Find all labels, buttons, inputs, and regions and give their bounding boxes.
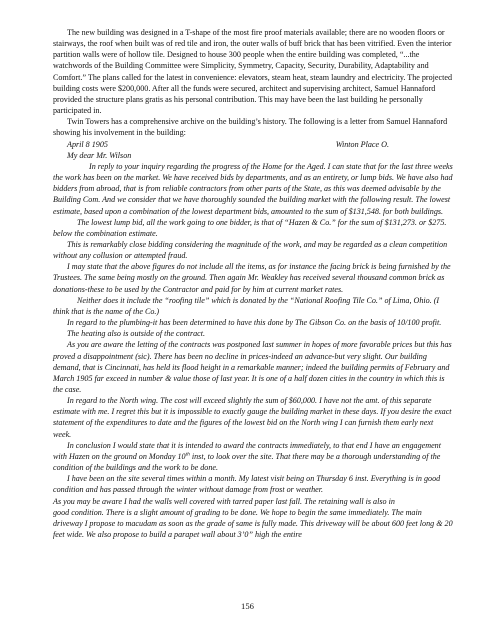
letter-paragraph: In reply to your inquiry regarding the progress of the Home for the Aged. I can state that for the last three weeks the work has been on the market. We have received bids by departments, and as an entirety, or lump bids. We have also had bidders from abroad, that is from reliable contractors from other parts of the State, as this was deemed advisable by the Building Com. And we consider that we have thoroughly sounded the building market with the following result. The lowest estimate, based upon a combination of the lowest department bids, amounted to the sum of $131,548. for both buildings.: [53, 161, 453, 216]
letter-paragraph: In regard to the North wing. The cost will exceed slightly the sum of $60,000. I have not the amt. of this separate estimate with me. I regret this but it is impossible to exactly gauge the building market in these days. If you desire the exact statement of the expenditures to date and the figures of the lowest bid on the North wing I can furnish them early next week.: [53, 396, 452, 439]
body-text: [53, 27, 453, 540]
letter-text: inst, to look over the site. That there may be a thorough understanding of the condition of the buildings and the work to be done.: [53, 451, 441, 473]
letter-text: As you may be aware I had the walls well covered with tarred paper last fall. The retaining wall is also in: [53, 496, 395, 506]
letter-dateline: [53, 139, 453, 150]
letter-paragraph: Neither does it include the “roofing tile” which is donated by the “National Roofing Tile Co.” of Lima, Ohio. (I think that is the name of the Co.): [53, 295, 440, 316]
letter-paragraph: I may state that the above figures do not include all the items, as for instance the facing brick is being furnished by the Trustees. The same being mostly on the ground. Then again Mr. Weakley has received several thousand common brick as donations-these to be used by the Contractor and paid for by him at current market rates.: [53, 262, 451, 294]
paragraph-archive-intro: Twin Towers has a comprehensive archive on the building’s history. The following is a letter from Samuel Hannaford showing his involvement in the building:: [53, 117, 448, 138]
letter-paragraph: good condition. There is a slight amount of grading to be done. We hope to begin the same immediately. The main driveway I propose to macudam as soon as the grade of same is fully made. This driveway will be about 600 feet long & 20 feet wide. We also propose to build a parapet wall about 3’0” high the entire: [53, 507, 453, 540]
letter-paragraph: [53, 440, 453, 473]
letter-paragraph: The heating also is outside of the contract.: [67, 329, 206, 339]
letter-paragraph: [53, 473, 453, 506]
letter-text: I have been on the site several times within a month. My latest visit being on Thursday 6 inst. Everything is in good condition and has passed through the winter without damage from frost or weather.: [53, 474, 441, 495]
letter-place: Winton Place O.: [335, 139, 389, 149]
page-number: 156: [241, 601, 254, 611]
letter-date: April 8 1905: [67, 139, 108, 149]
paragraph-building-description: The new building was designed in a T-shape of the most fire proof materials available; there are no wooden floors or stairways, the roof when built was of red tile and iron, the outer walls of buff brick that has been vitrified. Even the interior partition walls were of hollow tile. Designed to house 300 people when the entire building was completed, “...the watchwords of the Building Committee were Simplicity, Symmetry, Capacity, Security, Durability, Adaptability and Comfort.” The plans called for the latest in convenience: elevators, steam heat, steam laundry and electricity. The projected building costs were $200,000. After all the funds were secured, architect and supervising architect, Samuel Hannaford provided the structure plans gratis as his personal contribution. This may have been the last building he personally participated in.: [53, 28, 452, 116]
letter-salutation: My dear Mr. Wilson: [67, 150, 132, 160]
superscript: th: [185, 451, 190, 458]
letter-paragraph: In regard to the plumbing-it has been determined to have this done by The Gibson Co. on the basis of 10/100 profit.: [67, 318, 442, 328]
letter-paragraph: The lowest lump bid, all the work going to one bidder, is that of “Hazen & Co.” for the sum of $131,273. or $275. below the combination estimate.: [53, 217, 447, 238]
letter-paragraph: This is remarkably close bidding considering the magnitude of the work, and may be regarded as a clean competition without any collusion or attempted fraud.: [53, 239, 448, 261]
letter-paragraph: As you are aware the letting of the contracts was postponed last summer in hopes of more favorable prices but this has proved a disappointment (sic). There has been no decline in prices-indeed an advance-but very slight. Our building demand, that is Cincinnati, has held its flood height in a remarkable manner; indeed the building permits of February and March 1905 far exceed in number & value those of last year. It is one of a half dozen cities in the country in which this is the case.: [53, 340, 452, 394]
letter-text: In conclusion I would state that it is intended to award the contracts immediately, to that end I have an engagement with Hazen on the ground on Monday 10: [53, 440, 441, 461]
